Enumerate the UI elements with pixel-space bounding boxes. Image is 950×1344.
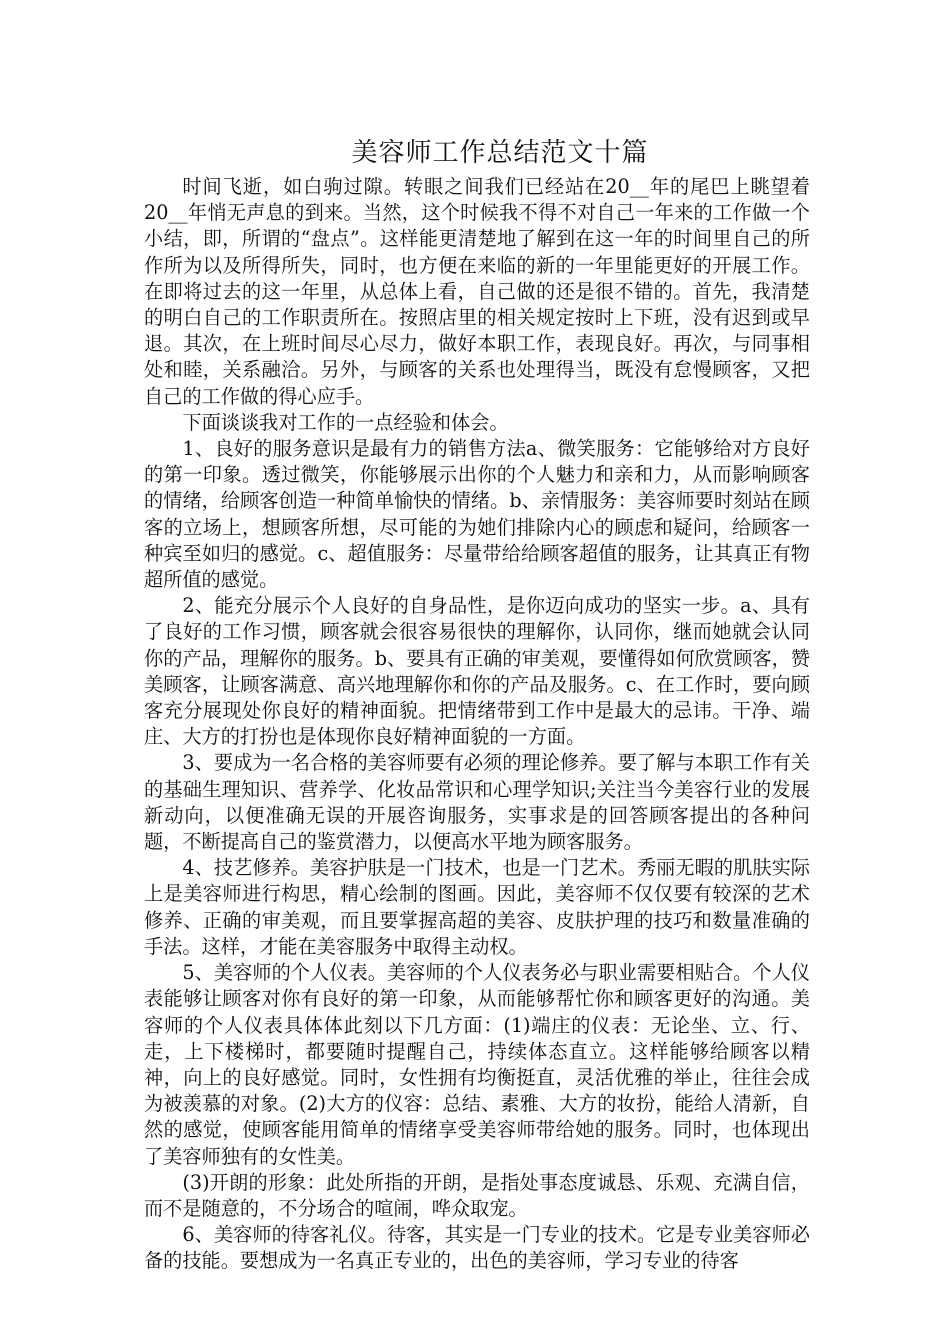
paragraph-item-4: 4、技艺修养。美容护肤是一门技术，也是一门艺术。秀丽无暇的肌肤实际上是美容师进行构思，精心绘制的图画。因此，美容师不仅仅要有较深的艺术修养、正确的审美观，而且要掌握高超的美容、皮肤护理的技巧和数量准确的手法。这样，才能在美容服务中取得主动权。 (144, 856, 810, 958)
paragraph-item-6: 6、美容师的待客礼仪。待客，其实是一门专业的技术。它是专业美容师必备的技能。要想成为一名真正专业的，出色的美容师，学习专业的待客 (144, 1223, 810, 1273)
paragraph-item-2: 2、能充分展示个人良好的自身品性，是你迈向成功的坚实一步。a、具有了良好的工作习惯，顾客就会很容易很快的理解你，认同你，继而她就会认同你的产品，理解你的服务。b、要具有正确的审美观，要懂得如何欣赏顾客，赞美顾客，让顾客满意、高兴地理解你和你的产品及服务。c、在工作时，要向顾客充分展现处你良好的精神面貌。把情绪带到工作中是最大的忌讳。干净、端庄、大方的打扮也是体现你良好精神面貌的一方面。 (144, 594, 810, 749)
paragraph-item-3: 3、要成为一名合格的美容师要有必须的理论修养。要了解与本职工作有关的基础生理知识、营养学、化妆品常识和心理学知识;关注当今美容行业的发展新动向，以便准确无误的开展咨询服务，实事求是的回答顾客提出的各种问题，不断提高自己的鉴赏潜力，以便高水平地为顾客服务。 (144, 751, 810, 854)
paragraph-item-5: 5、美容师的个人仪表。美容师的个人仪表务必与职业需要相贴合。个人仪表能够让顾客对你有良好的第一印象，从而能够帮忙你和顾客更好的沟通。美容师的个人仪表具体体此刻以下几方面：(1)端庄的仪表：无论坐、立、行、走，上下楼梯时，都要随时提醒自己，持续体态直立。这样能够给顾客以精神，向上的良好感觉。同时，女性拥有均衡挺直，灵活优雅的举止，往往会成为被羡慕的对象。(2)大方的仪容：总结、素雅、大方的妆扮，能给人清新，自然的感觉，使顾客能用简单的情绪享受美容师带给她的服务。同时，也体现出了美容师独有的女性美。 (144, 961, 810, 1168)
document-title: 美容师工作总结范文十篇 (351, 138, 649, 168)
paragraph-item-5-sub-3: (3)开朗的形象：此处所指的开朗，是指处事态度诚恳、乐观、充满自信，而不是随意的，不分场合的喧闹，哗众取宠。 (144, 1170, 810, 1220)
paragraph-intro: 时间飞逝，如白驹过隙。转眼之间我们已经站在20__年的尾巴上眺望着20__年悄无声息的到来。当然，这个时候我不得不对自己一年来的工作做一个小结，即，所谓的“盘点”。这样能更清楚地了解到在这一年的时间里自己的所作所为以及所得所失，同时，也方便在来临的新的一年里能更好的开展工作。在即将过去的这一年里，从总体上看，自己做的还是很不错的。首先，我清楚的明白自己的工作职责所在。按照店里的相关规定按时上下班，没有迟到或早退。其次，在上班时间尽心尽力，做好本职工作，表现良好。再次，与同事相处和睦，关系融洽。另外，与顾客的关系也处理得当，既没有怠慢顾客，又把自己的工作做的得心应手。 (144, 175, 810, 408)
document-body (144, 174, 810, 1275)
paragraph-item-1: 1、良好的服务意识是最有力的销售方法a、微笑服务：它能够给对方良好的第一印象。透过微笑，你能够展示出你的个人魅力和亲和力，从而影响顾客的情绪，给顾客创造一种简单愉快的情绪。b、亲情服务：美容师要时刻站在顾客的立场上，想顾客所想，尽可能的为她们排除内心的顾虑和疑问，给顾客一种宾至如归的感觉。c、超值服务：尽量带给给顾客超值的服务，让其真正有物超所值的感觉。 (144, 437, 810, 592)
paragraph-lead-in: 下面谈谈我对工作的一点经验和体会。 (182, 410, 509, 434)
